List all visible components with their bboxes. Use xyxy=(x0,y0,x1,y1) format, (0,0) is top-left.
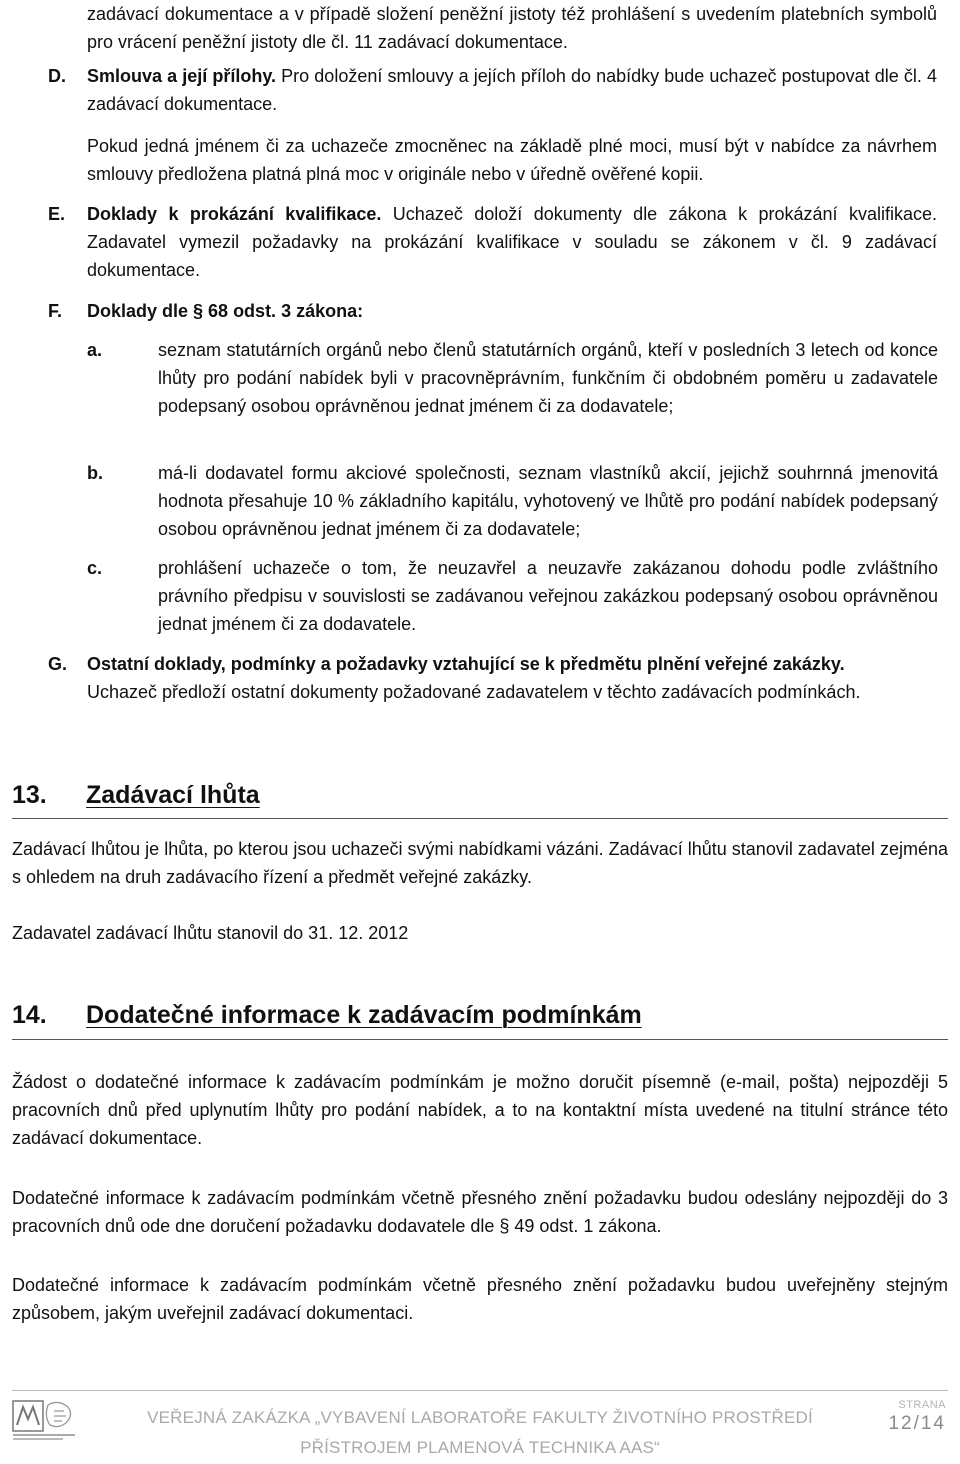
item-g-title: Ostatní doklady, podmínky a požadavky vztahující se k předmětu plnění veřejné zakázky. xyxy=(87,654,845,674)
list-item-c-label: c. xyxy=(87,558,103,578)
list-item-c-text: prohlášení uchazeče o tom, že neuzavřel a neuzavře zakázanou dohodu podle zvláštního právního předpisu v souvislosti se zadávanou veřejnou zakázkou podepsaný osobou oprávněnou jednat jménem či za dodavatele. xyxy=(158,558,938,634)
section-13-paragraph-1: Zadávací lhůtou je lhůta, po kterou jsou uchazeči svými nabídkami vázáni. Zadávací lhůtu stanovil zadavatel zejména s ohledem na druh zadávacího řízení a předmět veřejné zakázky. xyxy=(12,839,948,887)
section-14-paragraph-3: Dodatečné informace k zadávacím podmínkám včetně přesného znění požadavku budou uveřejněny stejným způsobem, jakým uveřejnil zadávací dokumentaci. xyxy=(12,1275,948,1323)
section-13-paragraph-2: Zadavatel zadávací lhůtu stanovil do 31. 12. 2012 xyxy=(12,923,409,943)
item-f-title: Doklady dle § 68 odst. 3 zákona: xyxy=(87,301,364,321)
section-13-number: 13. xyxy=(12,781,47,809)
section-14-heading xyxy=(12,998,642,1032)
section-14-rule xyxy=(12,1039,948,1040)
intro-paragraph: zadávací dokumentace a v případě složení peněžní jistoty též prohlášení s uvedením platebních symbolů pro vrácení peněžní jistoty dle čl. 11 zadávací dokumentace. xyxy=(87,4,937,52)
item-e-title: Doklady k prokázání kvalifikace. xyxy=(87,204,382,224)
section-13-heading xyxy=(12,778,260,812)
item-g-label: G. xyxy=(48,654,68,674)
list-item-a-text: seznam statutárních orgánů nebo členů statutárních orgánů, kteří v posledních 3 letech od konce lhůty pro podání nabídek byli v pracovněprávním, funkčním či obdobném poměru u zadavatele podepsaný osobou oprávněnou jednat jménem či za dodavatele; xyxy=(158,340,938,416)
university-logo xyxy=(12,1399,78,1443)
item-d-label: D. xyxy=(48,66,66,86)
footer-rule xyxy=(12,1390,948,1391)
item-e-text: Uchazeč doloží dokumenty dle zákona k prokázání kvalifikace. Zadavatel vymezil požadavky na prokázání kvalifikace v souladu se zákonem v čl. 9 zadávací dokumentace. xyxy=(87,204,937,280)
footer-page-label: STRANA xyxy=(898,1399,946,1411)
item-d-text: Pro doložení smlouvy a jejích příloh do nabídky bude uchazeč postupovat dle čl. 4 zadávací dokumentace. xyxy=(87,66,938,114)
footer-title xyxy=(140,1402,820,1464)
item-f-label: F. xyxy=(48,301,63,321)
item-d-title: Smlouva a její přílohy. xyxy=(87,66,277,86)
list-item-b-label: b. xyxy=(87,463,103,483)
item-d-paragraph xyxy=(87,62,937,118)
item-e-label: E. xyxy=(48,204,66,224)
section-14-title: Dodatečné informace k zadávacím podmínkám xyxy=(86,1001,642,1029)
item-g-text: Uchazeč předloží ostatní dokumenty požadované zadavatelem v těchto zadávacích podmínkách. xyxy=(87,682,861,702)
section-14-paragraph-1: Žádost o dodatečné informace k zadávacím podmínkám je možno doručit písemně (e-mail, pošta) nejpozději 5 pracovních dnů před uplynutím lhůty pro podání nabídek, a to na kontaktní místa uvedené na titulní stránce této zadávací dokumentace. xyxy=(12,1072,948,1148)
footer-title-line-1: VEŘEJNÁ ZAKÁZKA „VYBAVENÍ LABORATOŘE FAKULTY ŽIVOTNÍHO PROSTŘEDÍ xyxy=(147,1408,813,1427)
section-13-title: Zadávací lhůta xyxy=(86,781,260,809)
item-e-paragraph xyxy=(87,200,937,284)
item-d-power-of-attorney: Pokud jedná jménem či za uchazeče zmocněnec na základě plné moci, musí být v nabídce za návrhem smlouvy předložena platná plná moc v originále nebo v úředně ověřené kopii. xyxy=(87,136,937,184)
section-14-number: 14. xyxy=(12,1001,47,1029)
section-14-paragraph-2: Dodatečné informace k zadávacím podmínkám včetně přesného znění požadavku budou odeslány nejpozději do 3 pracovních dnů ode dne doručení požadavku dodavatele dle § 49 odst. 1 zákona. xyxy=(12,1188,948,1236)
list-item-a-label: a. xyxy=(87,340,103,360)
list-item-b-text: má-li dodavatel formu akciové společnosti, seznam vlastníků akcií, jejichž souhrnná jmenovitá hodnota přesahuje 10 % základního kapitálu, vyhotovený ve lhůtě pro podání nabídek podepsaný osobou oprávněnou jednat jménem či za dodavatele; xyxy=(158,463,938,539)
section-13-rule xyxy=(12,818,948,819)
footer-title-line-2: PŘÍSTROJEM PLAMENOVÁ TECHNIKA AAS“ xyxy=(300,1438,660,1457)
footer-page-number: 12/14 xyxy=(888,1413,946,1434)
